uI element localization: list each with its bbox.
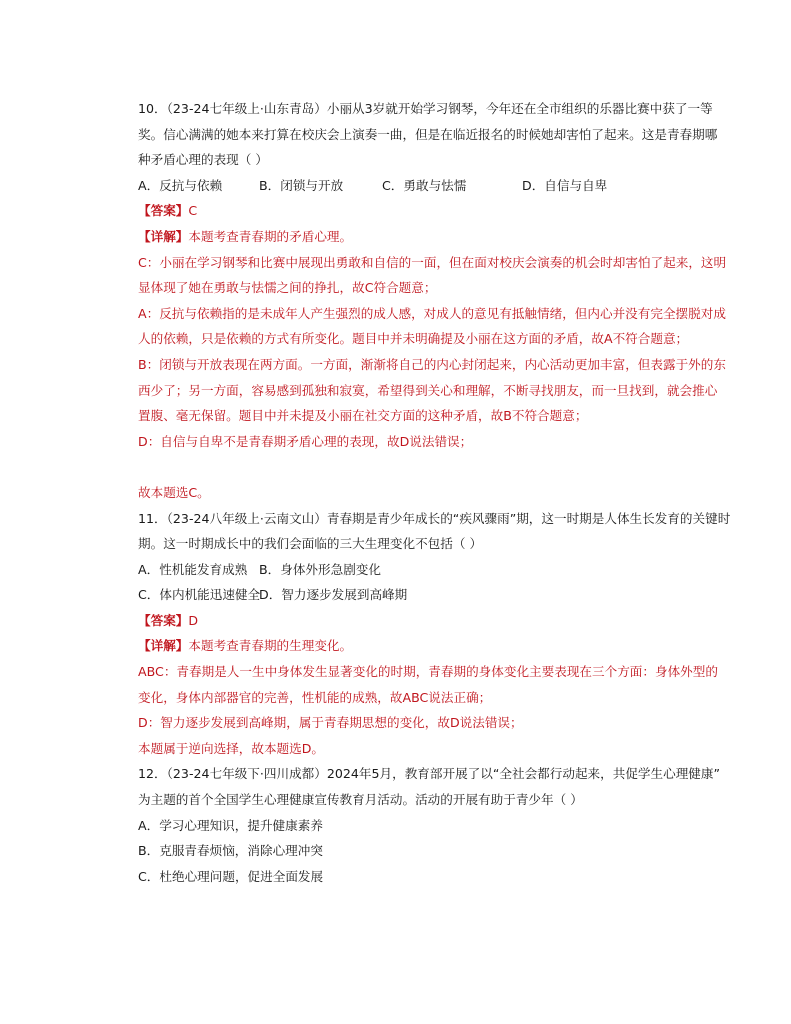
q10-explain-line9 — [138, 454, 658, 480]
q11-explain-line2: 变化，身体内部器官的完善，性机能的成熟，故ABC说法正确； — [138, 689, 492, 705]
q10-options — [138, 173, 658, 199]
answer-tag: 【答案】 — [138, 203, 189, 219]
q11-explain-line1: ABC：青春期是人一生中身体发生显著变化的时期，青春期的身体变化主要表现在三个方面：身体外型的 — [138, 664, 718, 680]
q10-stem-line3: 种矛盾心理的表现（ ） — [138, 152, 268, 168]
q12-option-b: B．克服青春烦恼，消除心理冲突 — [138, 843, 323, 859]
q10-detail-intro: 本题考查青春期的矛盾心理。 — [188, 228, 353, 244]
q12-option-c: C．杜绝心理问题，促进全面发展 — [138, 868, 324, 884]
q11-stem-line1: 11．（23-24八年级上·云南文山）青春期是青少年成长的“疾风骤雨”期，这一时期是人体生长发育的关键时 — [138, 510, 731, 526]
q11-detail-intro: 本题考查青春期的生理变化。 — [188, 638, 353, 654]
q10-explain-line7: 置腹、毫无保留。题目中并未提及小丽在社交方面的这种矛盾，故B不符合题意； — [138, 408, 588, 424]
q11-options-row2 — [138, 582, 658, 608]
q10-explain-line2: 显体现了她在勇敢与怯懦之间的挣扎，故C符合题意； — [138, 280, 437, 296]
q11-option-d: D．智力逐步发展到高峰期 — [259, 587, 408, 603]
q10-stem-line2: 奖。信心满满的她本来打算在校庆会上演奏一曲，但是在临近报名的时候她却害怕了起来。这是青春期哪 — [138, 126, 718, 142]
detail-tag: 【详解】 — [138, 638, 189, 654]
q11-option-b: B．身体外形急剧变化 — [259, 561, 381, 577]
q11-option-a: A．性机能发育成熟 — [138, 561, 248, 577]
q12-option-a: A．学习心理知识，提升健康素养 — [138, 817, 323, 833]
q11-option-c: C．体内机能迅速健全 — [138, 587, 261, 603]
q11-explain-line3: D：智力逐步发展到高峰期，属于青春期思想的变化，故D说法错误； — [138, 715, 523, 731]
q10-explain-line6: 西少了；另一方面，容易感到孤独和寂寞，希望得到关心和理解，不断寻找朋友，而一旦找到，就会推心 — [138, 382, 718, 398]
q10-explain-line8: D：自信与自卑不是青春期矛盾心理的表现，故D说法错误； — [138, 433, 473, 449]
q12-stem-line1: 12．（23-24七年级下·四川成都）2024年5月，教育部开展了以“全社会都行动起来，共促学生心理健康” — [138, 766, 720, 782]
q11-answer-value: D — [188, 612, 199, 628]
q10-explain-line3: A：反抗与依赖指的是未成年人产生强烈的成人感，对成人的意见有抵触情绪，但内心并没有完全摆脱对成 — [138, 305, 726, 321]
q10-explain-line4: 人的依赖，只是依赖的方式有所变化。题目中并未明确提及小丽在这方面的矛盾，故A不符合题意； — [138, 331, 689, 347]
q11-options-row1 — [138, 557, 658, 583]
q10-stem-line1: 10．（23-24七年级上·山东青岛）小丽从3岁就开始学习钢琴，今年还在全市组织的乐器比赛中获了一等 — [138, 101, 713, 116]
q11-stem-line2: 期。这一时期成长中的我们会面临的三大生理变化不包括（ ） — [138, 536, 483, 552]
q10-answer-value: C — [188, 203, 198, 219]
q10-option-d: D．自信与自卑 — [522, 177, 608, 193]
q11-answer — [138, 608, 658, 634]
q10-explain-line1: C：小丽在学习钢琴和比赛中展现出勇敢和自信的一面，但在面对校庆会演奏的机会时却害怕了起来，这明 — [138, 254, 727, 270]
q10-answer — [138, 198, 658, 224]
q11-conclusion: 本题属于逆向选择，故本题选D。 — [138, 740, 325, 756]
q11-detail — [138, 633, 658, 659]
q10-conclusion: 故本题选C。 — [138, 484, 210, 500]
q10-option-b: B．闭锁与开放 — [259, 177, 344, 193]
q10-option-c: C．勇敢与怯懦 — [382, 177, 467, 193]
detail-tag: 【详解】 — [138, 228, 189, 244]
answer-tag: 【答案】 — [138, 612, 189, 628]
document-content — [138, 96, 731, 889]
q12-stem-line2: 为主题的首个全国学生心理健康宣传教育月活动。活动的开展有助于青少年（ ） — [138, 792, 583, 808]
q10-option-a: A．反抗与依赖 — [138, 177, 223, 193]
q10-detail — [138, 224, 658, 250]
q10-explain-line5: B：闭锁与开放表现在两方面。一方面，渐渐将自己的内心封闭起来，内心活动更加丰富，但表露于外的东 — [138, 356, 726, 372]
